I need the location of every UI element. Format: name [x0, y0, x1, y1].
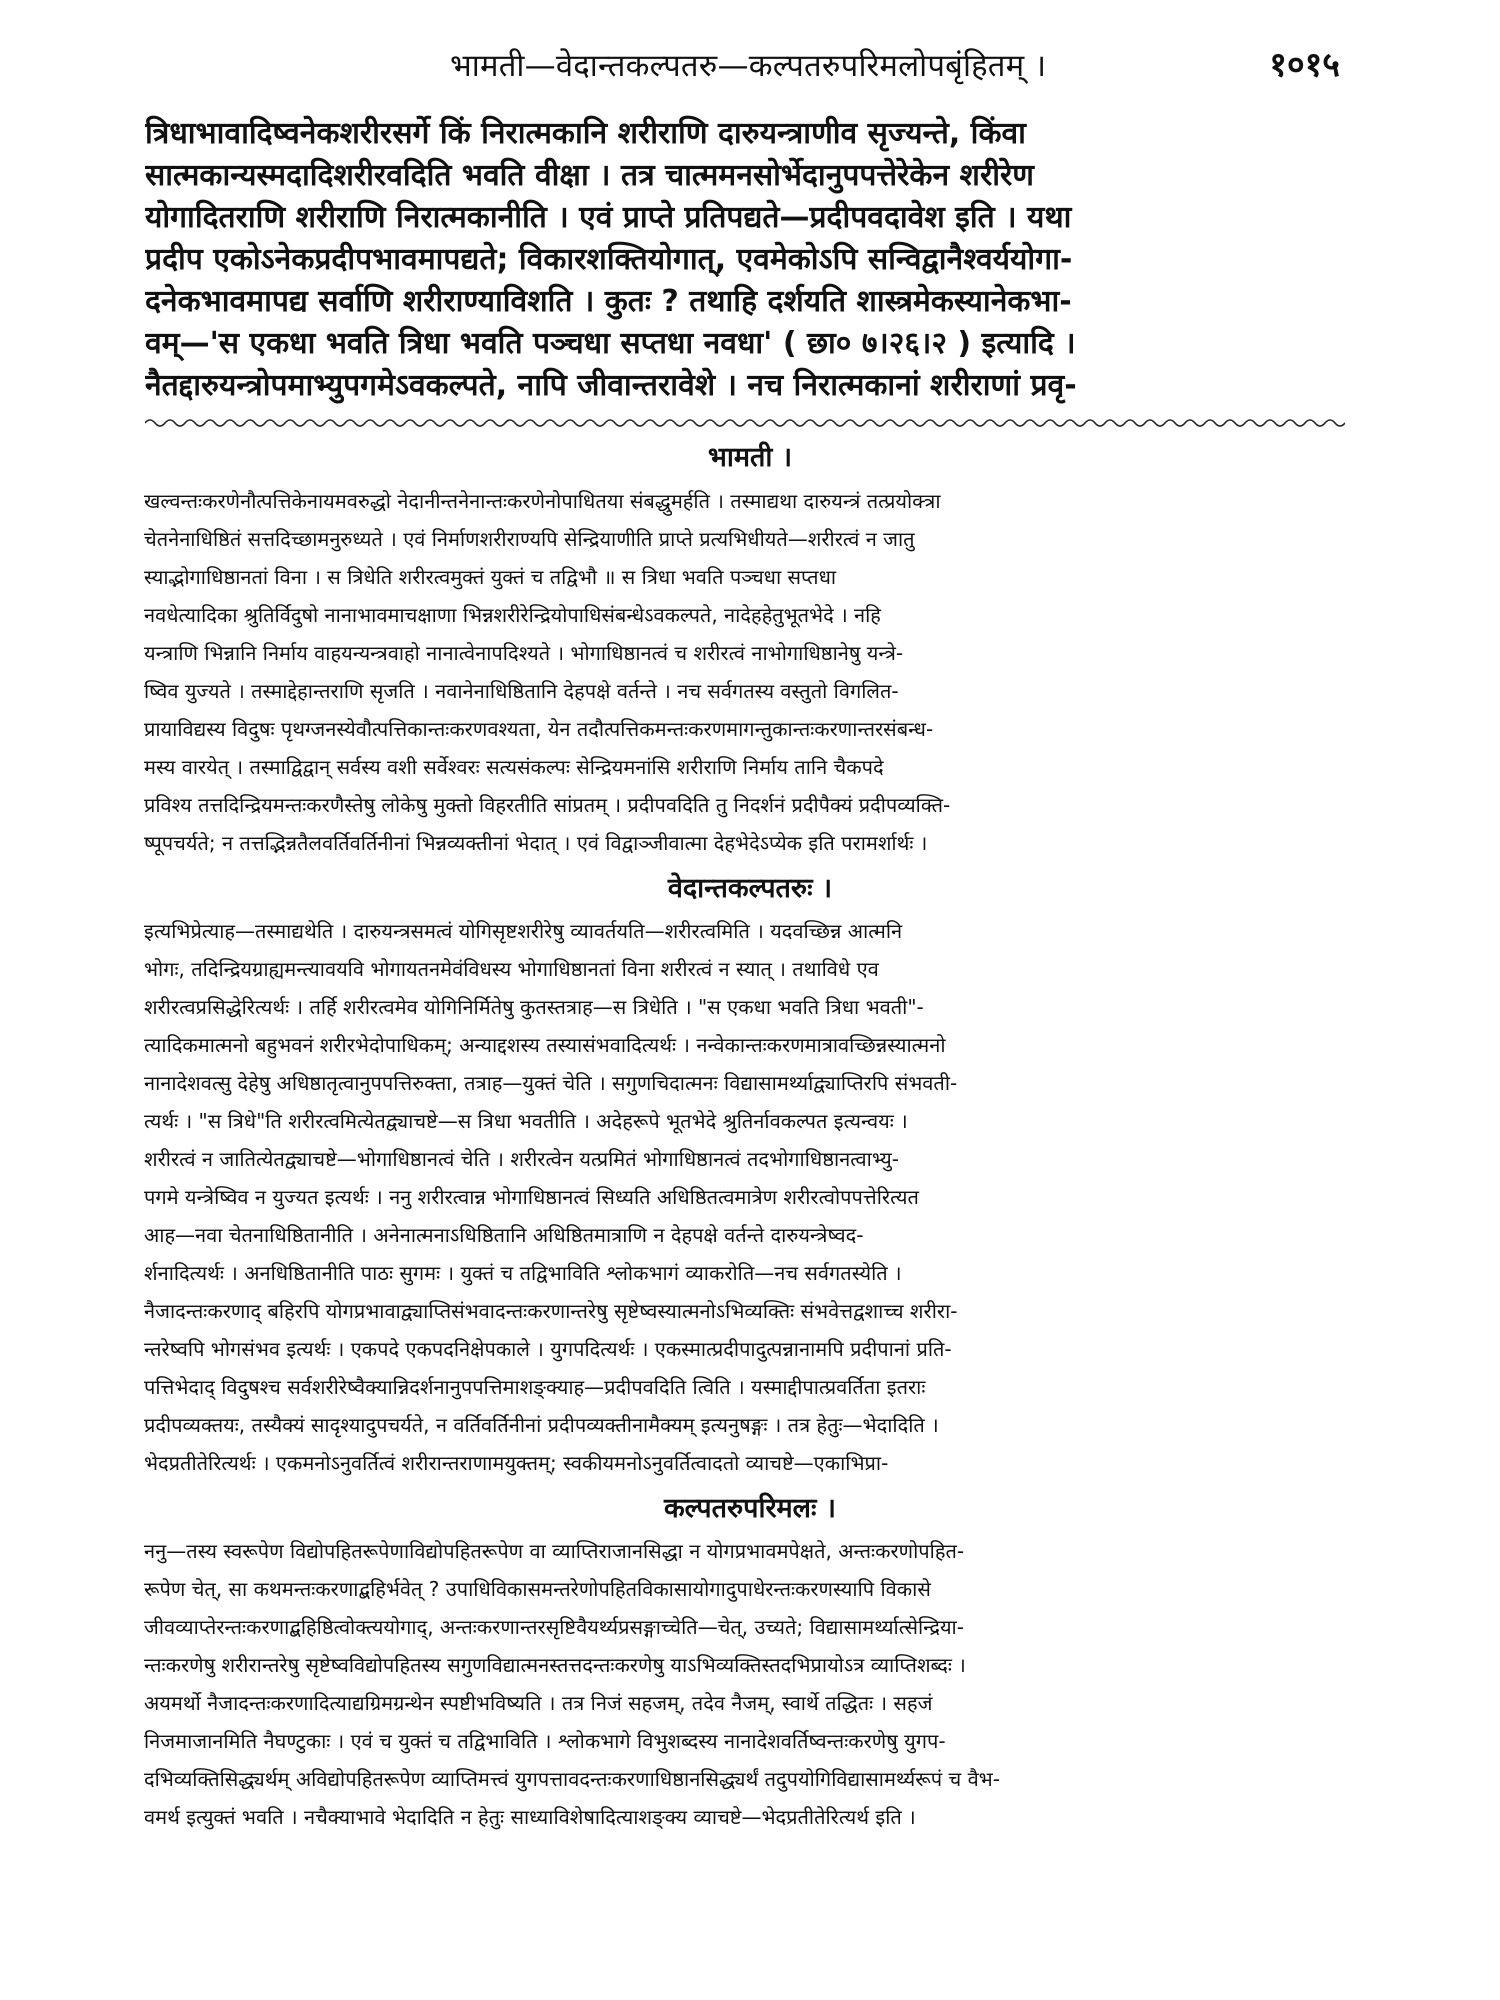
running-head: भामती—वेदान्तकल्पतरु—कल्पतरुपरिमलोपबृंहितम् । — [450, 48, 1047, 84]
commentary-line: प्रायाविद्यस्य विदुषः पृथग्जनस्येवौत्पत्तिकान्तःकरणवश्यता, येन तदौत्पत्तिकमन्तःकरणमागन्तुकान्तःकरणान्तरसंबन्ध- — [144, 717, 934, 741]
commentary-line: ष्विव युज्यते । तस्माद्देहान्तराणि सृजति । नवानेनाधिष्ठितानि देहपक्षे वर्तन्ते । नच सर्वगतस्य वस्तुतो विगलित- — [144, 679, 899, 703]
commentary-line: रूपेण चेत्, सा कथमन्तःकरणाद्बहिर्भवेत् ? उपाधिविकासमन्तरेणोपहितविकासायोगादुपाधेरन्तःकरणस्यापि विकासे — [144, 1577, 931, 1601]
commentary-line: भेदप्रतीतेरित्यर्थः । एकमनोऽनुवर्तित्वं शरीरान्तराणामयुक्तम्; स्वकीयमनोऽनुवर्तित्वादतो व्याचष्टे—एकाभिप्रा- — [144, 1451, 889, 1475]
commentary-line: र्शनादित्यर्थः । अनधिष्ठितानीति पाठः सुगमः । युक्तं च तद्विभाविति श्लोकभागं व्याकरोति—नच सर्वगतस्येति । — [144, 1261, 902, 1285]
section-heading-parimala: कल्पतरुपरिमलः । — [663, 1493, 837, 1524]
commentary-line: इत्यभिप्रेत्याह—तस्माद्यथेति । दारुयन्त्रसमत्वं योगिसृष्टशरीरेषु व्यावर्तयति—शरीरत्वमिति । यदवच्छिन्न आत्मनि — [144, 919, 903, 943]
commentary-line: पत्तिभेदाद् विदुषश्च सर्वशरीरेष्वैक्यान्निदर्शनानुपपत्तिमाशङ्क्याह—प्रदीपवदिति त्विति । यस्माद्दीपात्प्रवर्तिता इतराः — [144, 1375, 926, 1399]
commentary-line: भोगः, तदिन्द्रियग्राह्यमन्त्यावयवि भोगायतनमेवंविधस्य भोगाधिष्ठानतां विना शरीरत्वं न स्यात् । तथाविधे एव — [144, 957, 879, 981]
commentary-line: त्यादिकमात्मनो बहुभवनं शरीरभेदोपाधिकम्; अन्याद्दशस्य तस्यासंभवादित्यर्थः । नन्वेकान्तःकरणमात्रावच्छिन्नस्यात्मनो — [144, 1033, 946, 1057]
commentary-line: अयमर्थो नैजादन्तःकरणादित्याद्यग्रिमग्रन्थेन स्पष्टीभविष्यति । तत्र निजं सहजम्, तदेव नैजम्, स्वार्थे तद्धितः । सहजं — [144, 1691, 933, 1715]
page-number: १०१५ — [1269, 45, 1340, 85]
commentary-line: चेतनेनाधिष्ठितं सत्तदिच्छामनुरुध्यते । एवं निर्माणशरीराण्यपि सेन्द्रियाणीति प्राप्ते प्रत्यभिधीयते—शरीरत्वं न जातु — [144, 527, 915, 551]
commentary-line: खल्वन्तःकरणेनौत्पत्तिकेनायमवरुद्धो नेदानीन्तनेनान्तःकरणेनोपाधितया संबद्धुमर्हति । तस्माद्यथा दारुयन्त्रं तत्प्रयोक्त्रा — [144, 489, 941, 513]
commentary-line: न्तरेष्वपि भोगसंभव इत्यर्थः । एकपदे एकपदनिक्षेपकाले । युगपदित्यर्थः । एकस्मात्प्रदीपादुत्पन्नानामपि प्रदीपानां प्रति- — [144, 1337, 952, 1361]
commentary-line: पगमे यन्त्रेष्विव न युज्यत इत्यर्थः । ननु शरीरत्वान्न भोगाधिष्ठानत्वं सिध्यति अधिष्ठितत्वमात्रेण शरीरत्वोपपत्तेरित्यत — [144, 1185, 919, 1209]
commentary-line: आह—नवा चेतनाधिष्ठितानीति । अनेनात्मनाऽधिष्ठितानि अधिष्ठितमात्राणि न देहपक्षे वर्तन्ते दारुयन्त्रेष्वद- — [144, 1223, 864, 1247]
commentary-line: यन्त्राणि भिन्नानि निर्माय वाहयन्यन्त्रवाहो नानात्वेनापदिश्यते । भोगाधिष्ठानत्वं च शरीरत्वं नाभोगाधिष्ठानेषु यन्त्रे- — [144, 641, 904, 665]
commentary-line: शरीरत्वप्रसिद्धेरित्यर्थः । तर्हि शरीरत्वमेव योगिनिर्मितेषु कुतस्तत्राह—स त्रिधेति । "स एकधा भवति त्रिधा भवती"- — [144, 995, 924, 1019]
root-text-line: त्रिधाभावादिष्वनेकशरीरसर्गे किं निरात्मकानि शरीराणि दारुयन्त्राणीव सृज्यन्ते, किंवा — [145, 116, 1026, 151]
commentary-line: मस्य वारयेत् । तस्माद्विद्वान् सर्वस्य वशी सर्वेश्वरः सत्यसंकल्पः सेन्द्रियमनांसि शरीराणि निर्माय तानि चैकपदे — [144, 755, 884, 779]
commentary-line: स्याद्भोगाधिष्ठानतां विना । स त्रिधेति शरीरत्वमुक्तं युक्तं च तद्विभौ ॥ स त्रिधा भवति पञ्चधा सप्तधा — [144, 565, 837, 589]
wavy-divider — [145, 417, 1345, 429]
commentary-line: नवधेत्यादिका श्रुतिर्विदुषो नानाभावमाचक्षाणा भिन्नशरीरेन्द्रियोपाधिसंबन्धेऽवकल्पते, नादेहहेतुभूतभेदे । नहि — [144, 603, 881, 627]
commentary-line: दभिव्यक्तिसिद्ध्यर्थम् अविद्योपहितरूपेण व्याप्तिमत्त्वं युगपत्तावदन्तःकरणाधिष्ठानसिद्ध्यर्थं तदुपयोगिविद्यासामर्थ्यरूपं च वैभ- — [144, 1767, 1000, 1791]
commentary-line: ष्पूपचर्यते; न तत्तद्भिन्नतैलवर्तिवर्तिनीनां भिन्नव्यक्तीनां भेदात् । एवं विद्वाञ्जीवात्मा देहभेदेऽप्येक इति परामर्शार्थः । — [144, 831, 928, 855]
commentary-line: प्रदीपव्यक्तयः, तस्यैक्यं सादृश्यादुपचर्यते, न वर्तिवर्तिनीनां प्रदीपव्यक्तीनामैक्यम् इत्यनुषङ्गः । तत्र हेतुः—भेदादिति । — [144, 1413, 939, 1437]
root-text-line: प्रदीप एकोऽनेकप्रदीपभावमापद्यते; विकारशक्तियोगात्, एवमेकोऽपि सन्विद्वानैश्वर्ययोगा- — [145, 242, 1073, 277]
commentary-line: नैजादन्तःकरणाद् बहिरपि योगप्रभावाद्व्याप्तिसंभवादन्तःकरणान्तरेषु सृष्टेष्वस्यात्मनोऽभिव्यक्तिः संभवेत्तद्वशाच्च शरीरा- — [144, 1299, 958, 1323]
root-text-line: योगादितराणि शरीराणि निरात्मकानीति । एवं प्राप्ते प्रतिपद्यते—प्रदीपवदावेश इति । यथा — [145, 200, 1072, 235]
root-text-line: नैतद्दारुयन्त्रोपमाभ्युपगमेऽवकल्पते, नापि जीवान्तरावेशे । नच निरात्मकानां शरीराणां प्रवृ- — [145, 368, 1077, 403]
root-text-line: सात्मकान्यस्मदादिशरीरवदिति भवति वीक्षा । तत्र चात्ममनसोर्भेदानुपपत्तेरेकेन शरीरेण — [145, 158, 1034, 193]
commentary-line: नानादेशवत्सु देहेषु अधिष्ठातृत्वानुपपत्तिरुक्ता, तत्राह—युक्तं चेति । सगुणचिदात्मनः विद्यासामर्थ्याद्व्याप्तिरपि संभवती- — [144, 1071, 958, 1095]
commentary-line: निजमाजानमिति नैघण्टुकाः । एवं च युक्तं च तद्विभाविति । श्लोकभागे विभुशब्दस्य नानादेशवर्तिष्वन्तःकरणेषु युगप- — [144, 1729, 946, 1753]
commentary-line: प्रविश्य तत्तदिन्द्रियमन्तःकरणैस्तेषु लोकेषु मुक्तो विहरतीति सांप्रतम् । प्रदीपवदिति तु निदर्शनं प्रदीपैक्यं प्रदीपव्यक्ति- — [144, 793, 951, 817]
root-text-line: वम्—'स एकधा भवति त्रिधा भवति पञ्चधा सप्तधा नवधा' ( छा० ७।२६।२ ) इत्यादि । — [145, 326, 1076, 361]
commentary-line: त्यर्थः । "स त्रिधे"ति शरीरत्वमित्येतद्व्याचष्टे—स त्रिधा भवतीति । अदेहरूपे भूतभेदे श्रुतिर्नावकल्पत इत्यन्वयः । — [144, 1109, 908, 1133]
commentary-line: ननु—तस्य स्वरूपेण विद्योपहितरूपेणाविद्योपहितरूपेण वा व्याप्तिराजानसिद्धा न योगप्रभावमपेक्षते, अन्तःकरणोपहित- — [144, 1539, 965, 1563]
root-text-line: दनेकभावमापद्य सर्वाणि शरीराण्याविशति । कुतः ? तथाहि दर्शयति शास्त्रमेकस्यानेकभा- — [145, 284, 1072, 319]
commentary-line: न्तःकरणेषु शरीरान्तरेषु सृष्टेष्वविद्योपहितस्य सगुणविद्यात्मनस्तत्तदन्तःकरणेषु याऽभिव्यक्तिस्तदभिप्रायोऽत्र व्याप्तिशब्दः । — [144, 1653, 966, 1677]
commentary-line: वमर्थ इत्युक्तं भवति । नचैक्याभावे भेदादिति न हेतुः साध्याविशेषादित्याशङ्क्य व्याचष्टे—भेदप्रतीतेरित्यर्थ इति । — [144, 1805, 916, 1829]
commentary-line: जीवव्याप्तेरन्तःकरणाद्बहिष्ठित्वोक्त्ययोगाद्, अन्तःकरणान्तरसृष्टिवैयर्थ्यप्रसङ्गाच्चेति—चेत्, उच्यते; विद्यासामर्थ्यात्सेन्द्रिया- — [144, 1615, 964, 1639]
commentary-line: शरीरत्वं न जातित्येतद्व्याचष्टे—भोगाधिष्ठानत्वं चेति । शरीरत्वेन यत्प्रमितं भोगाधिष्ठानत्वं तदभोगाधिष्ठानत्वाभ्यु- — [144, 1147, 899, 1171]
section-heading-bhamati: भामती । — [707, 442, 793, 473]
section-heading-kalpataru: वेदान्तकल्पतरुः । — [667, 873, 833, 904]
page-header — [150, 40, 1340, 90]
